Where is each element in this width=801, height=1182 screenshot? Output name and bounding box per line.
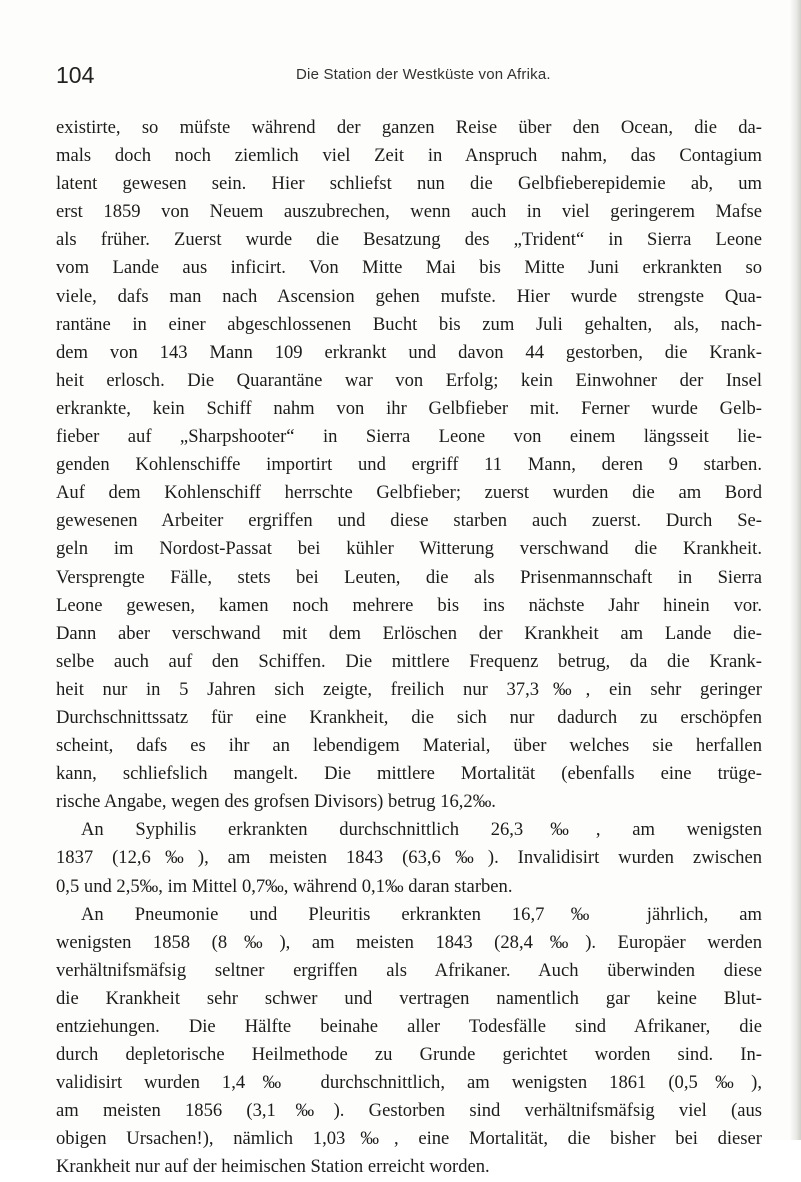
text-line: fieber auf „Sharpshooter“ in Sierra Leone von einem längsseit lie- <box>56 426 762 448</box>
text-line: rische Angabe, wegen des grofsen Divisors) betrug 16,2‰. <box>56 791 496 813</box>
text-line: obigen Ursachen!), nämlich 1,03‰, eine Mortalität, die bisher bei dieser <box>56 1128 762 1150</box>
text-line: durch depletorische Heilmethode zu Grunde gerichtet worden sind. In- <box>56 1044 762 1066</box>
text-line: 0,5 und 2,5‰, im Mittel 0,7‰, während 0,1‰ daran starben. <box>56 875 513 897</box>
text-line: validisirt wurden 1,4‰ durchschnittlich, am wenigsten 1861 (0,5‰), <box>56 1072 762 1094</box>
text-line: wenigsten 1858 (8‰), am meisten 1843 (28,4‰). Europäer werden <box>56 931 762 953</box>
text-line: Krankheit nur auf der heimischen Station erreicht worden. <box>56 1156 490 1178</box>
text-line: heit erlosch. Die Quarantäne war von Erfolg; kein Einwohner der Insel <box>56 369 762 391</box>
running-head: Die Station der Westküste von Afrika. <box>296 66 551 83</box>
page-edge-shadow <box>789 0 801 1140</box>
text-line: dem von 143 Mann 109 erkrankt und davon 44 gestorben, die Krank- <box>56 341 762 363</box>
text-line: Auf dem Kohlenschiff herrschte Gelbfieber; zuerst wurden die am Bord <box>56 482 762 504</box>
text-line: vom Lande aus inficirt. Von Mitte Mai bis Mitte Juni erkrankten so <box>56 257 762 279</box>
text-line: genden Kohlenschiffe importirt und ergriff 11 Mann, deren 9 starben. <box>56 454 762 476</box>
text-line: gewesenen Arbeiter ergriffen und diese starben auch zuerst. Durch Se- <box>56 510 762 532</box>
text-line: erst 1859 von Neuem auszubrechen, wenn auch in viel geringerem Mafse <box>56 201 762 223</box>
body-text <box>56 114 762 1182</box>
text-line: Dann aber verschwand mit dem Erlöschen der Krankheit am Lande die- <box>56 622 762 644</box>
text-line: entziehungen. Die Hälfte beinahe aller Todesfälle sind Afrikaner, die <box>56 1016 762 1037</box>
text-line: 1837 (12,6‰), am meisten 1843 (63,6‰). Invalidisirt wurden zwischen <box>56 847 762 869</box>
text-line: latent gewesen sein. Hier schliefst nun die Gelbfieberepidemie ab, um <box>56 173 762 195</box>
page-number: 104 <box>56 62 95 88</box>
page-header <box>56 62 756 92</box>
text-line: heit nur in 5 Jahren sich zeigte, freilich nur 37,3‰, ein sehr geringer <box>56 678 762 700</box>
text-line: die Krankheit sehr schwer und vertragen namentlich gar keine Blut- <box>56 987 762 1009</box>
text-line: viele, dafs man nach Ascension gehen mufste. Hier wurde strengste Qua- <box>56 285 762 307</box>
text-line: scheint, dafs es ihr an lebendigem Material, über welches sie herfallen <box>56 735 762 757</box>
text-line: geln im Nordost-Passat bei kühler Witterung verschwand die Krankheit. <box>56 538 762 560</box>
text-line: erkrankte, kein Schiff nahm von ihr Gelbfieber mit. Ferner wurde Gelb- <box>56 397 762 419</box>
text-line: rantäne in einer abgeschlossenen Bucht bis zum Juli gehalten, als, nach- <box>56 313 762 335</box>
text-line: als früher. Zuerst wurde die Besatzung des „Trident“ in Sierra Leone <box>56 229 762 251</box>
text-line: mals doch noch ziemlich viel Zeit in Anspruch nahm, das Contagium <box>56 145 762 167</box>
text-line: verhältnifsmäfsig seltner ergriffen als Afrikaner. Auch überwinden diese <box>56 959 762 981</box>
text-line: Versprengte Fälle, stets bei Leuten, die als Prisenmannschaft in Sierra <box>56 566 762 588</box>
text-line: An Pneumonie und Pleuritis erkrankten 16,7‰ jährlich, am <box>81 903 762 925</box>
text-line: existirte, so müfste während der ganzen Reise über den Ocean, die da- <box>56 117 762 138</box>
text-line: kann, schliefslich mangelt. Die mittlere Mortalität (ebenfalls eine trüge- <box>56 763 762 785</box>
text-line: am meisten 1856 (3,1‰). Gestorben sind verhältnifsmäfsig viel (aus <box>56 1100 762 1122</box>
text-line: An Syphilis erkrankten durchschnittlich 26,3‰, am wenigsten <box>81 819 762 841</box>
text-line: selbe auch auf den Schiffen. Die mittlere Frequenz betrug, da die Krank- <box>56 650 762 672</box>
text-line: Leone gewesen, kamen noch mehrere bis ins nächste Jahr hinein vor. <box>56 594 762 616</box>
text-line: Durchschnittssatz für eine Krankheit, die sich nur dadurch zu erschöpfen <box>56 706 762 728</box>
